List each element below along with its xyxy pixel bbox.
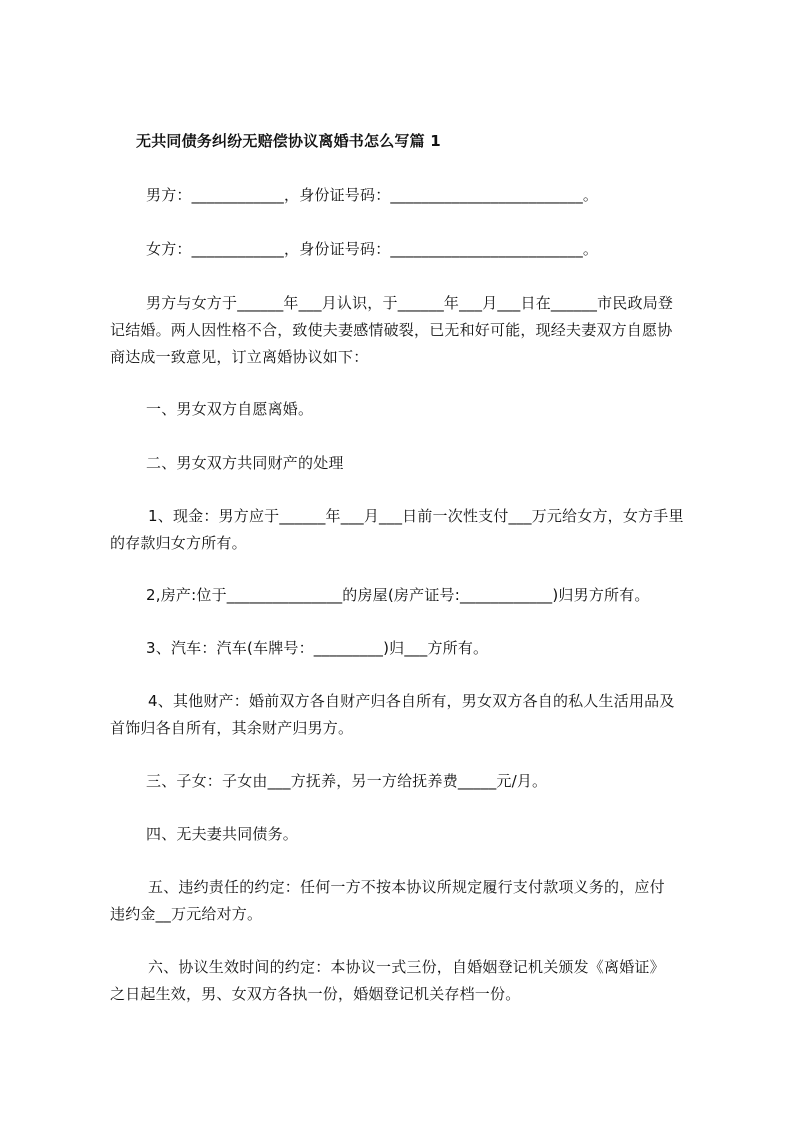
clause-6-line-2: 之日起生效，男、女双方各执一份，婚姻登记机关存档一份。 — [110, 985, 521, 1003]
paragraph-intro-line-1: 男方与女方于______年___月认识，于______年___月___日在______市民政局登 — [146, 294, 674, 312]
clause-5-line-2: 违约金__万元给对方。 — [110, 905, 263, 923]
clause-4: 四、无夫妻共同债务。 — [146, 825, 299, 843]
clause-2: 二、男女双方共同财产的处理 — [146, 454, 344, 472]
clause-1: 一、男女双方自愿离婚。 — [146, 400, 314, 418]
item-other-line-2: 首饰归各自所有，其余财产归男方。 — [110, 719, 354, 737]
paragraph-female-party: 女方：____________，身份证号码：_________________________。 — [146, 240, 599, 258]
clause-6-line-1: 六、协议生效时间的约定：本协议一式三份，自婚姻登记机关颁发《离婚证》 — [148, 958, 665, 976]
clause-3: 三、子女：子女由___方抚养，另一方给抚养费_____元/月。 — [146, 772, 548, 790]
item-cash-line-1: 1、现金：男方应于______年___月___日前一次性支付___万元给女方，女方手里 — [148, 507, 684, 525]
paragraph-intro-line-2: 记结婚。两人因性格不合，致使夫妻感情破裂，已无和好可能，现经夫妻双方自愿协 — [110, 321, 673, 339]
paragraph-intro-line-3: 商达成一致意见，订立离婚协议如下： — [110, 348, 369, 366]
document-title: 无共同债务纠纷无赔偿协议离婚书怎么写篇 1 — [136, 132, 441, 150]
item-other-line-1: 4、其他财产：婚前双方各自财产归各自所有，男女双方各自的私人生活用品及 — [148, 692, 675, 710]
item-car: 3、汽车：汽车(车牌号：_________)归___方所有。 — [146, 639, 489, 657]
item-house: 2,房产:位于_______________的房屋(房产证号:____________)归男方所有。 — [146, 586, 650, 604]
item-cash-line-2: 的存款归女方所有。 — [110, 534, 247, 552]
paragraph-male-party: 男方：____________，身份证号码：_________________________。 — [146, 186, 599, 204]
clause-5-line-1: 五、违约责任的约定：任何一方不按本协议所规定履行支付款项义务的，应付 — [148, 878, 665, 896]
